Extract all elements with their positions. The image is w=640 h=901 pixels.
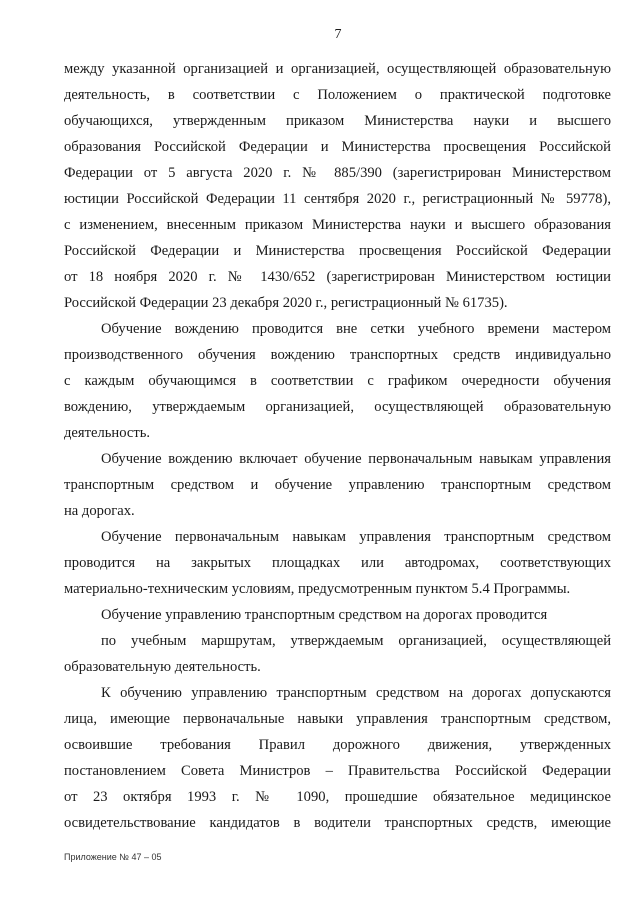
paragraph-first-line: Обучение первоначальным навыкам управления транспортным средством: [101, 529, 611, 545]
text-line: Российской Федерации 23 декабря 2020 г., регистрационный № 61735).: [64, 295, 508, 311]
text-line: по учебным маршрутам, утверждаемым организацией, осуществляющей: [101, 633, 611, 649]
text-line: освидетельствование кандидатов в водители транспортных средств, имеющие: [64, 815, 611, 831]
paragraph-first-line: Обучение вождению включает обучение первоначальным навыкам управления: [101, 451, 611, 467]
text-line: от 23 октября 1993 г. № 1090, прошедшие обязательное медицинское: [64, 789, 611, 805]
paragraph-first-line: Обучение вождению проводится вне сетки учебного времени мастером: [101, 321, 611, 337]
text-line: Российской Федерации и Министерства просвещения Российской Федерации: [64, 243, 611, 259]
text-line: образовательную деятельность.: [64, 659, 261, 675]
text-line: обучающихся, утвержденным приказом Министерства науки и высшего: [64, 113, 611, 129]
text-line: деятельность, в соответствии с Положением о практической подготовке: [64, 87, 611, 103]
text-line: материально-техническим условиям, предусмотренным пунктом 5.4 Программы.: [64, 581, 571, 597]
text-line: от 18 ноября 2020 г. № 1430/652 (зарегистрирован Министерством юстиции: [64, 269, 611, 285]
text-line: на дорогах.: [64, 503, 135, 519]
text-line: освоившие требования Правил дорожного движения, утвержденных: [64, 737, 611, 753]
text-line: деятельность.: [64, 425, 151, 441]
text-line: постановлением Совета Министров – Правительства Российской Федерации: [64, 763, 611, 779]
document-footer: Приложение № 47 – 05: [64, 852, 162, 862]
text-line: юстиции Российской Федерации 11 сентября 2020 г., регистрационный № 59778),: [64, 191, 611, 207]
text-line: транспортным средством и обучение управлению транспортным средством: [64, 477, 611, 493]
text-line: между указанной организацией и организацией, осуществляющей образовательную: [64, 61, 611, 77]
text-line: производственного обучения вождению транспортных средств индивидуально: [64, 347, 611, 363]
text-line: Федерации от 5 августа 2020 г. № 885/390 (зарегистрирован Министерством: [64, 165, 611, 181]
text-line: вождению, утверждаемым организацией, осуществляющей образовательную: [64, 399, 611, 415]
text-line: образования Российской Федерации и Министерства просвещения Российской: [64, 139, 611, 155]
text-line: проводится на закрытых площадках или автодромах, соответствующих: [64, 555, 611, 571]
text-line: с каждым обучающимся в соответствии с графиком очередности обучения: [64, 373, 611, 389]
text-line: с изменением, внесенным приказом Министерства науки и высшего образования: [64, 217, 611, 233]
page-number: 7: [334, 27, 342, 42]
text-line: лица, имеющие первоначальные навыки управления транспортным средством,: [64, 711, 611, 727]
paragraph-first-line: Обучение управлению транспортным средством на дорогах проводится: [101, 607, 548, 623]
paragraph-first-line: К обучению управлению транспортным средством на дорогах допускаются: [101, 685, 611, 701]
